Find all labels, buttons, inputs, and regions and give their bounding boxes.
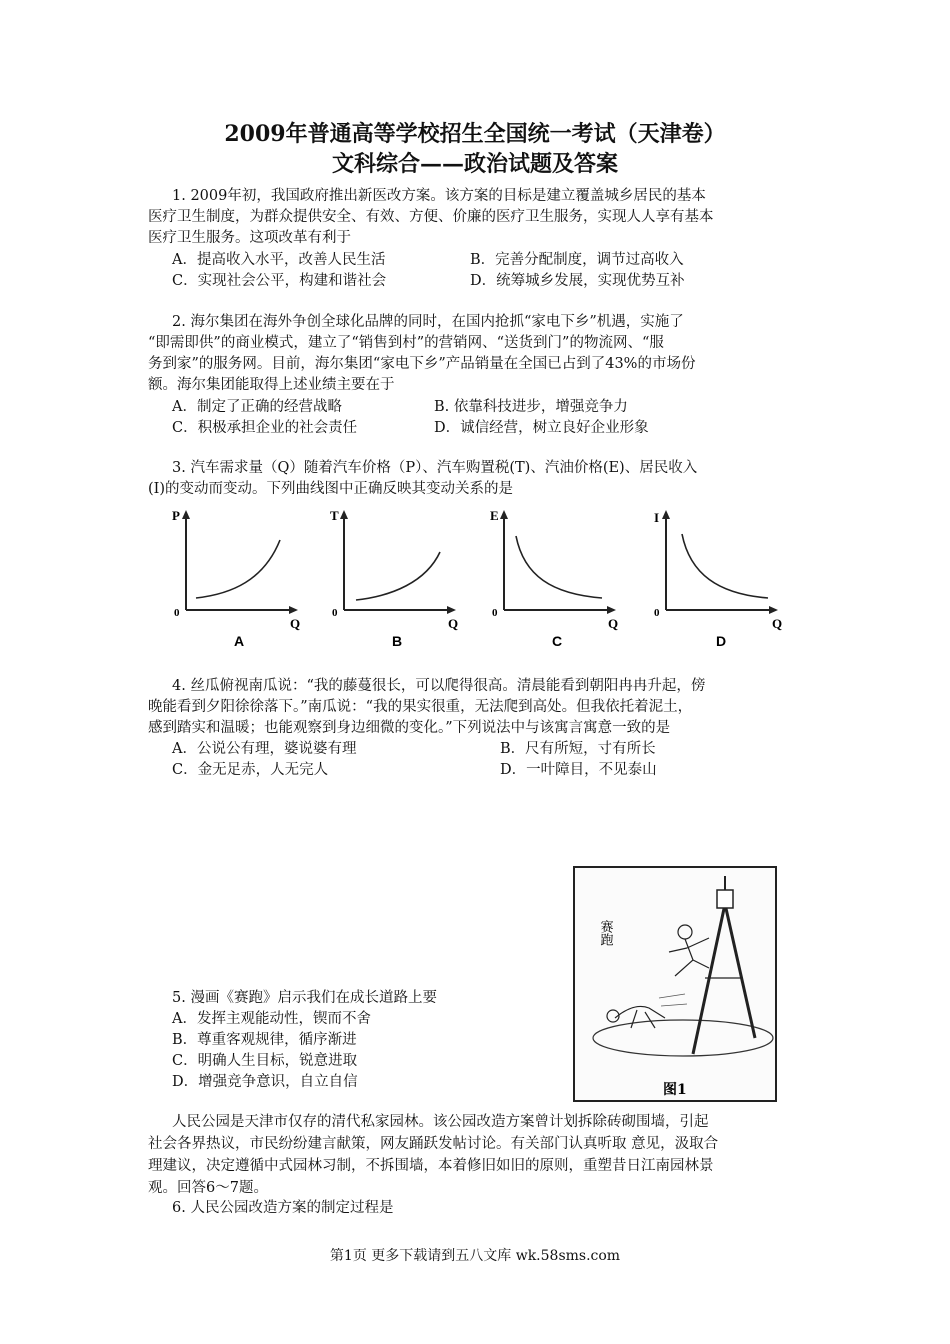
compass-head	[717, 890, 733, 908]
q1-stem-line1: 1. 2009年初，我国政府推出新医改方案。该方案的目标是建立覆盖城乡居民的基本	[172, 188, 706, 204]
graph-c-curve	[516, 536, 602, 598]
q4-option-d: D．一叶障目，不见泰山	[500, 762, 657, 778]
graph-d-y-arrow	[662, 510, 670, 519]
q4-stem-line3: 感到踏实和温暖；也能观察到身边细微的变化。”下列说法中与该寓言寓意一致的是	[148, 720, 671, 736]
q5-option-d: D．增强竞争意识，自立自信	[172, 1074, 358, 1090]
graph-a-curve	[196, 540, 280, 598]
graph-a-ylabel: P	[172, 508, 180, 523]
q2-option-d: D．诚信经营，树立良好企业形象	[434, 420, 649, 436]
graph-c-x-arrow	[607, 606, 616, 614]
page-footer: 第1页 更多下载请到五八文库 wk.58sms.com	[329, 1248, 621, 1264]
graph-b-x-arrow	[447, 606, 456, 614]
figure-head	[678, 925, 692, 939]
q4-option-a: A．公说公有理，婆说婆有理	[172, 741, 357, 757]
q1-option-d: D．统筹城乡发展，实现优势互补	[470, 273, 685, 289]
q4-option-c: C．金无足赤，人无完人	[172, 762, 329, 778]
graph-c-caption: C	[552, 633, 563, 649]
graph-a-svg	[172, 510, 312, 650]
race-cartoon	[573, 866, 777, 1102]
q2-stem-line1: 2. 海尔集团在海外争创全球化品牌的同时，在国内抢抓“家电下乡”机遇，实施了	[172, 314, 684, 330]
graph-d-xlabel: Q	[772, 616, 783, 631]
graph-b-ylabel: T	[330, 508, 339, 523]
runner-legs	[631, 1010, 655, 1028]
graph-d	[652, 510, 792, 654]
graph-c-xlabel: Q	[608, 616, 619, 631]
graph-b	[330, 510, 470, 654]
q2-stem-line2: “即需即供”的商业模式，建立了“销售到村”的营销网、“送货到门”的物流网、“服	[148, 335, 664, 351]
graph-c-svg	[490, 510, 630, 650]
q6-stem: 6. 人民公园改造方案的制定过程是	[172, 1200, 394, 1216]
graph-c-ylabel: E	[490, 508, 499, 523]
q1-stem-line3: 医疗卫生服务。这项改革有利于	[148, 230, 351, 246]
cartoon-title: 赛跑	[597, 920, 613, 946]
graph-b-caption: B	[392, 633, 403, 649]
speed-line-1	[659, 994, 685, 998]
q5-stem: 5. 漫画《赛跑》启示我们在成长道路上要	[172, 990, 437, 1006]
q4-stem-line2: 晚能看到夕阳徐徐落下。”南瓜说：“我的果实很重，无法爬到高处。但我依托着泥土，	[148, 699, 693, 715]
graph-a-caption: A	[234, 633, 245, 649]
graph-d-ylabel: I	[654, 510, 660, 525]
document-title-line2: 文科综合——政治试题及答案	[331, 151, 618, 177]
race-cartoon-drawing	[575, 868, 775, 1100]
cartoon-orbit	[593, 1020, 773, 1056]
graph-d-x-arrow	[769, 606, 778, 614]
q2-option-a: A．制定了正确的经营战略	[172, 399, 342, 415]
graph-b-xlabel: Q	[448, 616, 459, 631]
graph-a	[172, 510, 312, 654]
q5-option-c: C．明确人生目标，锐意进取	[172, 1053, 358, 1069]
graph-d-svg	[652, 510, 792, 650]
graph-b-y-arrow	[340, 510, 348, 519]
graph-b-curve	[356, 552, 440, 600]
graph-a-origin: 0	[174, 607, 180, 619]
graph-c	[490, 510, 630, 654]
q2-stem-line3: 务到家”的服务网。目前，海尔集团“家电下乡”产品销量在全国已占到了43%的市场份	[148, 356, 696, 372]
q4-stem-line1: 4. 丝瓜俯视南瓜说：“我的藤蔓很长，可以爬得很高。清晨能看到朝阳冉冉升起，傍	[172, 678, 706, 694]
compass-leg-left	[693, 904, 725, 1054]
q1-option-b: B．完善分配制度，调节过高收入	[470, 252, 684, 268]
passage-line4: 观。回答6～7题。	[148, 1180, 268, 1196]
q1-stem-line2: 医疗卫生制度，为群众提供安全、有效、方便、价廉的医疗卫生服务，实现人人享有基本	[148, 209, 714, 225]
graph-d-caption: D	[716, 633, 727, 649]
passage-line1: 人民公园是天津市仅存的清代私家园林。该公园改造方案曾计划拆除砖砌围墙，引起	[172, 1114, 709, 1130]
graph-c-y-arrow	[500, 510, 508, 519]
graph-d-curve	[682, 534, 768, 598]
graph-d-origin: 0	[654, 607, 660, 619]
document-title-line1: 2009年普通高等学校招生全国统一考试（天津卷）	[224, 121, 726, 147]
passage-line3: 理建议，决定遵循中式园林习制，不拆围墙，本着修旧如旧的原则，重塑昔日江南园林景	[148, 1158, 714, 1174]
q2-option-b: B. 依靠科技进步，增强竞争力	[434, 399, 628, 415]
q1-option-c: C．实现社会公平，构建和谐社会	[172, 273, 387, 289]
q4-option-b: B．尺有所短，寸有所长	[500, 741, 656, 757]
graph-c-origin: 0	[492, 607, 498, 619]
q5-option-a: A．发挥主观能动性，锲而不舍	[172, 1011, 371, 1027]
q2-stem-line4: 额。海尔集团能取得上述业绩主要在于	[148, 377, 395, 393]
q1-option-a: A．提高收入水平，改善人民生活	[172, 252, 386, 268]
graph-a-xlabel: Q	[290, 616, 301, 631]
compass-leg-right	[725, 904, 755, 1038]
q5-option-b: B．尊重客观规律，循序渐进	[172, 1032, 357, 1048]
graph-b-svg	[330, 510, 470, 650]
q3-stem-line1: 3. 汽车需求量（Q）随着汽车价格（P）、汽车购置税(T)、汽油价格(E)、居民收入	[172, 460, 698, 476]
q2-option-c: C．积极承担企业的社会责任	[172, 420, 358, 436]
q3-stem-line2: (I)的变动而变动。下列曲线图中正确反映其变动关系的是	[148, 481, 514, 497]
passage-line2: 社会各界热议，市民纷纷建言献策，网友踊跃发帖讨论。有关部门认真听取 意见，汲取合	[148, 1136, 719, 1152]
graph-a-y-arrow	[182, 510, 190, 519]
runner-body	[615, 1006, 665, 1018]
cartoon-caption: 图1	[663, 1082, 687, 1098]
speed-line-2	[661, 1004, 687, 1006]
figure-body	[669, 938, 709, 976]
graph-a-x-arrow	[289, 606, 298, 614]
graph-b-origin: 0	[332, 607, 338, 619]
